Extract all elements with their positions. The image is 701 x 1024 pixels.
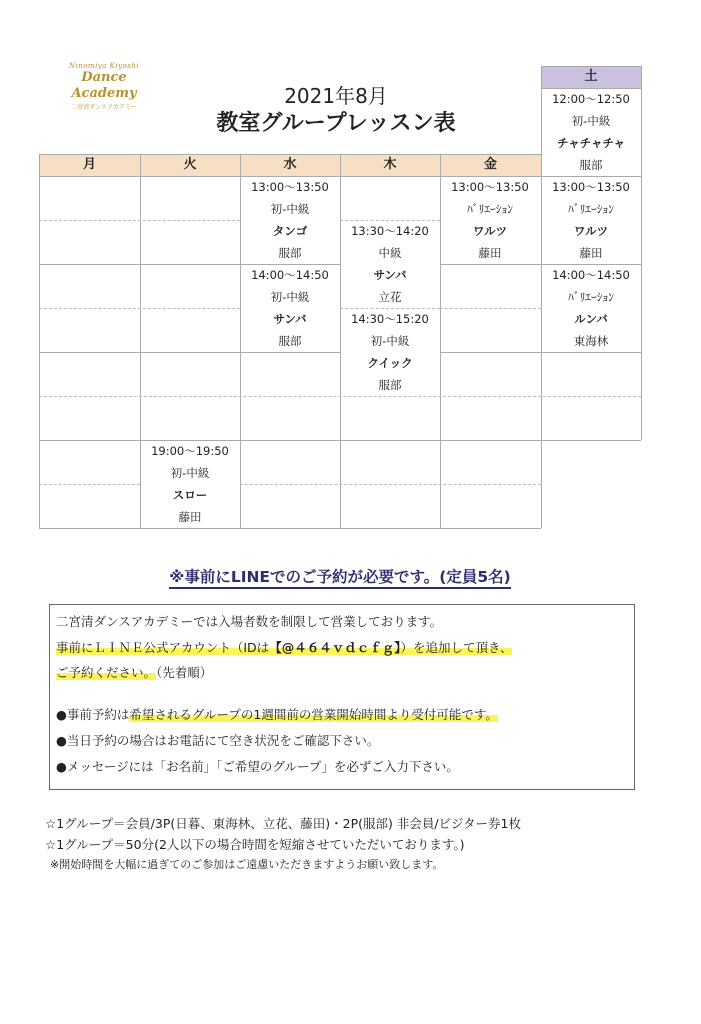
grid-line (440, 352, 641, 353)
info-line-2a: 事前にＬＩＮＥ公式アカウント（IDは (56, 640, 270, 655)
lesson-dance: サンバ (373, 268, 407, 282)
info-line-4 (56, 705, 498, 723)
info-line-3a: ご予約ください。 (56, 665, 157, 680)
reservation-notice-title (0, 565, 680, 587)
info-line-5: ●当日予約の場合はお電話にて空き状況をご確認下さい。 (56, 733, 380, 748)
notice-title-text: ※事前にLINEでのご予約が必要です。(定員5名) (169, 568, 511, 589)
info-line-3 (56, 663, 212, 681)
schedule-month: 2021年8月 (284, 84, 388, 108)
lesson-tue-slow (140, 440, 240, 528)
lesson-teacher: 東海林 (573, 334, 609, 348)
lesson-dance: チャチャチャ (557, 136, 625, 150)
lesson-level: 初-中級 (270, 290, 310, 304)
lesson-dance: クイック (367, 356, 413, 370)
info-line-2 (56, 638, 512, 656)
lesson-time: 12:00〜12:50 (552, 92, 630, 106)
lesson-time: 13:00〜13:50 (552, 180, 630, 194)
info-line-4b: 希望されるグループの1週間前の営業開始時間より受付可能です。 (129, 707, 498, 722)
grid-line (39, 440, 641, 441)
info-line-1: 二宮清ダンスアカデミーでは入場者数を制限して営業しております。 (56, 614, 443, 629)
day-header-fri: 金 (483, 157, 497, 172)
lesson-teacher: 藤田 (178, 510, 202, 524)
lesson-dance: スロー (172, 488, 208, 502)
lesson-level: 初-中級 (370, 334, 410, 348)
lesson-dance: ワルツ (472, 224, 508, 238)
lesson-level: 初-中級 (571, 114, 611, 128)
lesson-teacher: 藤田 (478, 246, 502, 260)
grid-line (39, 484, 140, 485)
grid-line (39, 220, 240, 221)
lesson-time: 19:00〜19:50 (151, 444, 229, 458)
lesson-wed-tango (240, 176, 340, 264)
grid-line (39, 154, 541, 155)
lesson-teacher: 服部 (579, 158, 603, 172)
lesson-teacher: 服部 (278, 246, 302, 260)
lesson-level: ﾊﾞﾘｴｰｼｮﾝ (467, 202, 513, 216)
day-header-tue: 火 (183, 157, 197, 172)
lesson-dance: タンゴ (272, 224, 308, 238)
day-header-mon: 月 (82, 157, 96, 172)
info-line-3b: （先着順） (156, 665, 213, 680)
line-id: 【@４６４ｖｄｃｆｇ】 (269, 640, 401, 655)
footer-note-2: ☆1グループ＝50分(2人以下の場合時間を短縮させていただいております。) (45, 837, 465, 852)
info-line-4a: ●事前予約は (56, 707, 130, 722)
grid-line (541, 66, 641, 67)
lesson-time: 13:00〜13:50 (451, 180, 529, 194)
logo-line2: Dance Academy (71, 70, 137, 101)
lesson-thu-samba (340, 220, 440, 308)
lesson-level: ﾊﾞﾘｴｰｼｮﾝ (568, 202, 614, 216)
lesson-sat-rumba (541, 264, 641, 352)
lesson-wed-samba (240, 264, 340, 352)
lesson-dance: ルンバ (574, 312, 608, 326)
info-line-6: ●メッセージには「お名前」「ご希望のグループ」を必ずご入力下さい。 (56, 759, 459, 774)
lesson-level: 初-中級 (270, 202, 310, 216)
logo-line3: 二宮清ダンスアカデミー (71, 104, 137, 111)
lesson-fri-waltz (440, 176, 540, 264)
lesson-dance: ワルツ (573, 224, 609, 238)
lesson-level: 初-中級 (170, 466, 210, 480)
lesson-time: 14:30〜15:20 (351, 312, 429, 326)
grid-line (39, 352, 340, 353)
lesson-time: 13:00〜13:50 (251, 180, 329, 194)
day-header-wed: 水 (283, 157, 297, 172)
grid-line (39, 154, 40, 528)
footer-note-1: ☆1グループ＝会員/3P(日暮、東海林、立花、藤田)・2P(服部) 非会員/ビジター券1枚 (45, 816, 521, 831)
schedule-title: 教室グループレッスン表 (216, 111, 456, 136)
lesson-teacher: 服部 (278, 334, 302, 348)
day-header-sat: 土 (584, 69, 598, 84)
logo-line1: Ninomiya Kiyoshi (68, 62, 140, 70)
grid-line (39, 396, 641, 397)
lesson-time: 14:00〜14:50 (552, 268, 630, 282)
day-header-thu: 木 (383, 157, 397, 172)
lesson-teacher: 服部 (378, 378, 402, 392)
lesson-time: 14:00〜14:50 (251, 268, 329, 282)
grid-line (440, 308, 541, 309)
footer-note-3: ※開始時間を大幅に過ぎてのご参加はご遠慮いただきますようお願い致します。 (50, 858, 444, 871)
grid-line (641, 66, 642, 440)
lesson-teacher: 立花 (378, 290, 402, 304)
grid-line (39, 528, 541, 529)
grid-line (240, 484, 541, 485)
reservation-info-box (49, 604, 635, 790)
grid-line (39, 308, 240, 309)
lesson-sat-waltz (541, 176, 641, 264)
lesson-time: 13:30〜14:20 (351, 224, 429, 238)
lesson-level: 中級 (378, 246, 402, 260)
lesson-sat-chachacha (541, 88, 641, 176)
lesson-dance: サンバ (273, 312, 307, 326)
lesson-level: ﾊﾞﾘｴｰｼｮﾝ (568, 290, 614, 304)
lesson-teacher: 藤田 (579, 246, 603, 260)
lesson-thu-quick (340, 308, 440, 396)
info-line-2c: ）を追加して頂き、 (400, 640, 513, 655)
